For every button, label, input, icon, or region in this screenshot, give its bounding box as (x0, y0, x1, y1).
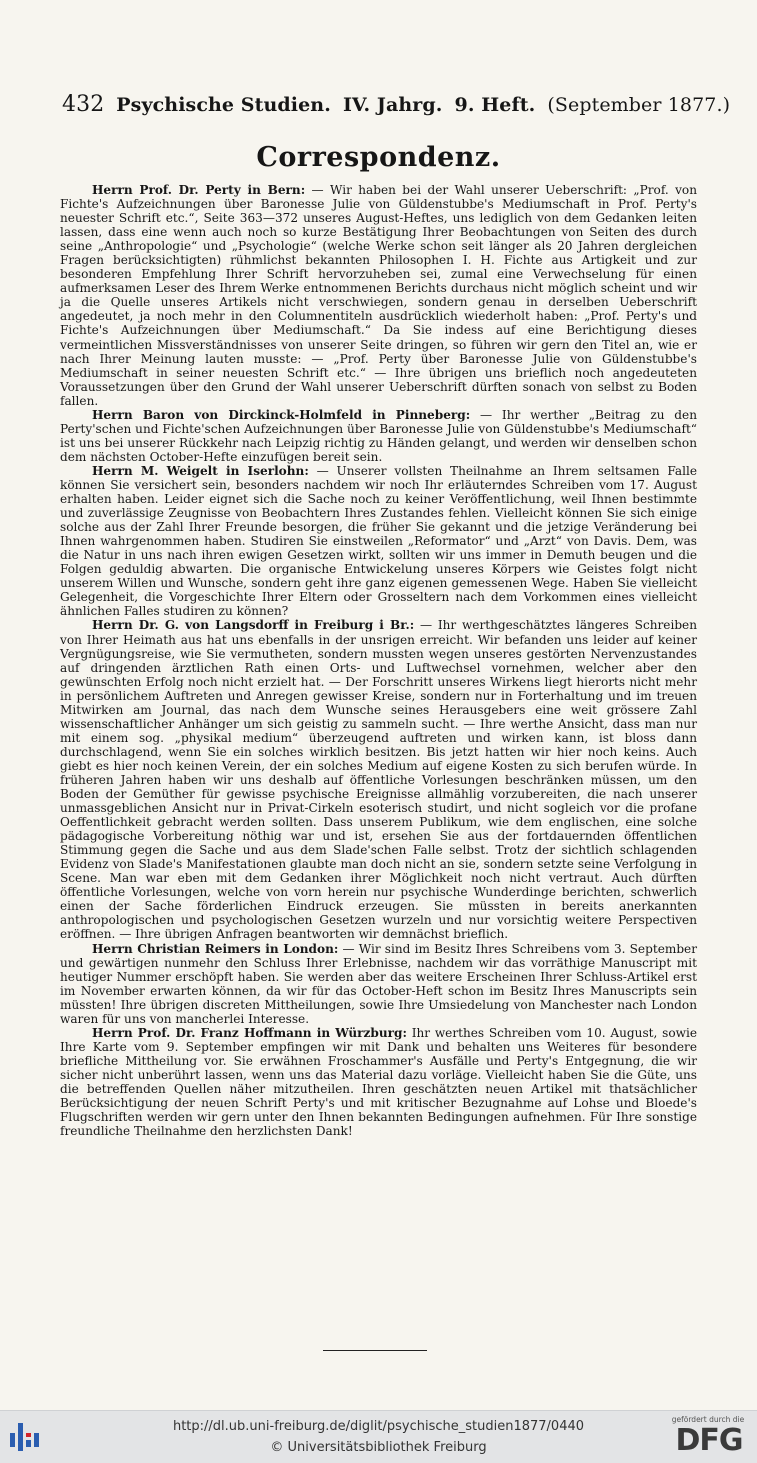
copyright-notice: © Universitätsbibliothek Freiburg (270, 1440, 487, 1455)
paragraph (60, 942, 697, 1026)
paragraph (60, 1026, 697, 1138)
addressee: Herrn M. Weigelt in Iserlohn: (92, 463, 309, 478)
paragraph-text: Ihr werthes Schreiben vom 10. August, sowie Ihre Karte vom 9. September empfingen wir mit Dank und behalten uns Weiteres für besondere briefliche Mittheilung vor. Sie erwähnen Froschammer's Ausfälle und Perty's Entgegnung, die wir sicher nicht unberührt lassen, wenn uns das Material dazu vorläge. Vielleicht haben Sie die Güte, uns die betreffenden Quellen näher mitzutheilen. Ihren geschätzten neuen Artikel mit thatsächlicher Berücksichtigung der neuen Schrift Perty's und mit kritischer Bezugnahme auf Lohse und Bloede's Flugschriften werden wir gern unter den Ihnen bekannten Bedingungen aufnehmen. Für Ihre sonstige freundliche Theilnahme den herzlichsten Dank! (60, 1025, 697, 1139)
paragraph-text: — Wir haben bei der Wahl unserer Ueberschrift: „Prof. von Fichte's Aufzeichnungen über Baronesse Julie von Güldenstubbe's Mediumschaft in Prof. Perty's neuester Schrift etc.“, Seite 363—372 unseres August-Heftes, uns lediglich von dem Gedanken leiten lassen, dass eine wenn auch noch so kurze Bestätigung Ihrer Beobachtungen von Seiten des durch seine „Anthropologie“ und „Psychologie“ (welche Werke schon seit länger als 20 Jahren dergleichen Fragen berücksichtigten) rühmlichst bekannten Philosophen I. H. Fichte aus Artigkeit und zur besonderen Empfehlung Ihrer Schrift hervorzuheben sei, zumal eine Verwechselung für einen aufmerksamen Leser des Ihrem Werke entnommenen Berichts durchaus nicht möglich scheint und wir ja die Quelle unseres Artikels nicht verschwiegen, sondern genau in derselben Ueberschrift angedeutet, ja noch mehr in den Columnentiteln ausdrücklich wiederholt haben: „Prof. Perty's und Fichte's Aufzeichnungen über Mediumschaft.“ Da Sie indess auf eine Berichtigung dieses vermeintlichen Missverständnisses von unserer Seite dringen, so führen wir gern den Titel an, wie er nach Ihrer Meinung lauten musste: — „Prof. Perty über Baronesse Julie von Güldenstubbe's Mediumschaft in seiner neuesten Schrift etc.“ — Ihre übrigen uns brieflich noch angedeuteten Voraussetzungen über den Grund der Wahl unserer Ueberschrift dürften sonach von selbst zu Boden fallen. (60, 183, 697, 408)
addressee: Herrn Dr. G. von Langsdorff in Freiburg i Br.: (92, 618, 415, 633)
paragraph (60, 464, 697, 619)
paragraph-text: — Wir sind im Besitz Ihres Schreibens vom 3. September und gewärtigen nunmehr den Schluss Ihrer Erlebnisse, nachdem wir das vorräthige Manuscript mit heutiger Nummer erschöpft haben. Sie werden aber das weitere Erscheinen Ihrer Schluss-Artikel erst im November erwarten können, da wir für das October-Heft schon im Besitz Ihres Manuscripts sein müssten! Ihre übrigen discreten Mittheilungen, sowie Ihre Umsiedelung von Manchester nach London waren für uns von mancherlei Interesse. (60, 941, 697, 1026)
paragraph (60, 183, 697, 408)
issue: 9. Heft. (454, 94, 536, 116)
dfg-funding-note: gefördert durch die (671, 1415, 745, 1424)
paragraph (60, 618, 697, 941)
issue-date: (September 1877.) (547, 94, 731, 116)
running-header (62, 92, 731, 117)
addressee: Herrn Baron von Dirckinck-Holmfeld in Pinneberg: (92, 407, 471, 422)
dfg-logo: DFG (675, 1423, 743, 1458)
closing-rule (323, 1350, 427, 1351)
paragraph (60, 408, 697, 464)
viewer-footer (0, 1410, 757, 1463)
paragraph-text: — Ihr werther „Beitrag zu den Perty'schen und Fichte'schen Aufzeichnungen über Baronesse Julie von Güldenstubbe's Mediumschaft“ ist uns bei unserer Rückkehr nach Leipzig richtig zu Händen gelangt, und werden wir denselben schon dem nächsten October-Hefte einzufügen bereit sein. (60, 407, 697, 464)
journal-title: Psychische Studien. (116, 94, 331, 116)
page-number: 432 (62, 92, 105, 117)
addressee: Herrn Prof. Dr. Perty in Bern: (92, 183, 306, 197)
paragraph-text: — Unserer vollsten Theilnahme an Ihrem seltsamen Falle können Sie versichert sein, besonders nachdem wir noch Ihr erläuterndes Schreiben vom 17. August erhalten haben. Leider eignet sich die Sache noch zu keiner Veröffentlichung, weil Ihnen bestimmte und zuverlässige Zeugnisse von Beobachtern Ihres Zustandes fehlen. Vielleicht können Sie sich einige solche aus der Zahl Ihrer Freunde besorgen, die früher Sie gekannt und die jetzige Veränderung bei Ihnen wahrgenommen haben. Studiren Sie einstweilen „Reformator“ und „Arzt“ von Davis. Dem, was die Natur in uns nach ihren ewigen Gesetzen wirkt, sollten wir uns immer in Demuth beugen und die Folgen geduldig abwarten. Die organische Entwickelung unseres Körpers wie Geistes folgt nicht unserem Willen und Wunsche, sondern geht ihre ganz eigenen gemessenen Wege. Haben Sie vielleicht Gelegenheit, die Vorgeschichte Ihrer Eltern oder Grosseltern nach dem Vorkommen eines vielleicht ähnlichen Falles studiren zu können? (60, 463, 697, 619)
addressee: Herrn Christian Reimers in London: (92, 941, 339, 956)
permalink[interactable]: http://dl.ub.uni-freiburg.de/diglit/psychische_studien1877/0440 (172, 1419, 585, 1434)
article-body (60, 183, 697, 1138)
paragraph-text: — Ihr werthgeschätztes längeres Schreiben von Ihrer Heimath aus hat uns ebenfalls in der unsrigen erreicht. Wir befanden uns leider auf keiner Vergnügungsreise, wie Sie vermutheten, sondern mussten wegen unseres gestörten Nervenzustandes auf dringenden ärztlichen Rath einen Orts- und Luftwechsel vornehmen, welcher aber den gewünschten Erfolg noch nicht erzielt hat. — Der Forschritt unseres Wirkens liegt hierorts nicht mehr in persönlichem Auftreten und Anregen gewisser Kreise, sondern nur in Forterhaltung und im treuen Mitwirken am Journal, das nach dem Wunsche seines Herausgebers eine weit grössere Zahl wissenschaftlicher Anhänger um sich geistig zu sammeln sucht. — Ihre werthe Ansicht, dass man nur mit einem sog. „physikal medium“ überzeugend auftreten und wirken kann, ist bloss dann durchschlagend, wenn Sie ein solches wirklich besitzen. Bis jetzt hatten wir hier noch keins. Auch giebt es hier noch keinen Verein, der ein solches Medium auf eigene Kosten zu sich berufen würde. In früheren Jahren haben wir uns deshalb auf öffentliche Vorlesungen beschränken müssen, um den Boden der Gemüther für gewisse psychische Ereignisse allmählig vorzubereiten, die nach unserer unmassgeblichen Ansicht nur in Privat-Cirkeln esoterisch studirt, und nicht sogleich vor die profane Oeffentlichkeit gebracht werden sollten. Dass unserem Publikum, wie dem englischen, eine solche pädagogische Vorbereitung nöthig war und ist, ersehen Sie aus der fortdauernden öffentlichen Stimmung gegen die Sache und aus dem Slade'schen Falle selbst. Trotz der sichtlich schlagenden Evidenz von Slade's Manifestationen glaubte man doch nicht an sie, sondern setzte seine Verfolgung in Scene. Man war eben mit dem Gedanken ihrer Möglichkeit noch nicht vertraut. Auch dürften öffentliche Vorlesungen, welche von vorn herein nur psychische Wunderdinge berichten, schwerlich einen der Sache förderlichen Eindruck erzeugen. Sie müssten in bereits anerkannten anthropologischen und psychologischen Gesetzen wurzeln und nur vorsichtig weitere Perspectiven eröffnen. — Ihre übrigen Anfragen beantworten wir demnächst brieflich. (60, 618, 698, 942)
volume: IV. Jahrg. (342, 94, 443, 116)
section-title: Correspondenz. (256, 142, 501, 173)
addressee: Herrn Prof. Dr. Franz Hoffmann in Würzburg: (92, 1025, 407, 1040)
